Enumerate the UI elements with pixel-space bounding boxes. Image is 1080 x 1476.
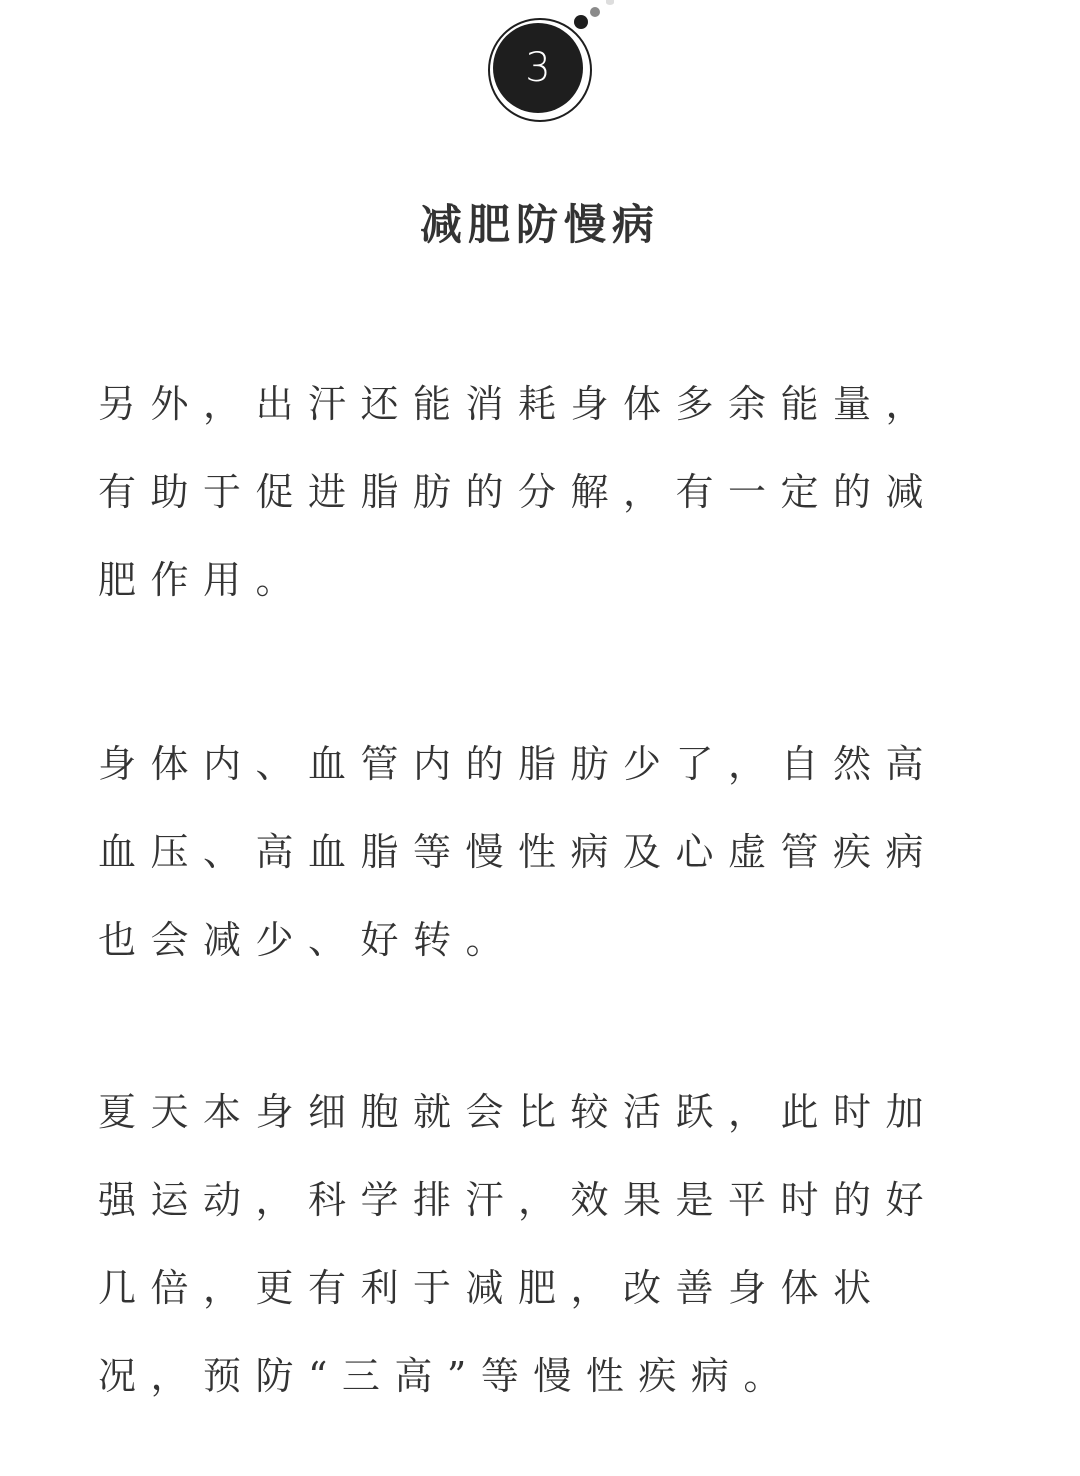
paragraph-2 [98, 720, 988, 984]
badge-circle [488, 18, 592, 122]
paragraph-line: 况，预防“三高”等慢性疾病。 [98, 1354, 796, 1398]
decorative-dot-icon [606, 0, 614, 5]
paragraph-line: 血压、高血脂等慢性病及心虚管疾病 [98, 830, 939, 874]
paragraph-line: 身体内、血管内的脂肪少了，自然高 [98, 742, 939, 786]
section-title: 减肥防慢病 [419, 200, 660, 249]
paragraph-line: 强运动，科学排汗，效果是平时的好 [98, 1178, 939, 1222]
paragraph-3 [98, 1068, 988, 1420]
badge-number: 3 [493, 23, 583, 113]
paragraph-line: 也会减少、好转。 [98, 918, 519, 962]
paragraph-line: 肥作用。 [98, 558, 309, 602]
paragraph-line: 夏天本身细胞就会比较活跃，此时加 [98, 1090, 939, 1134]
paragraph-line: 几倍，更有利于减肥，改善身体状 [98, 1266, 886, 1310]
paragraph-1 [98, 360, 988, 624]
decorative-dot-icon [574, 15, 588, 29]
decorative-dot-icon [590, 7, 600, 17]
paragraph-line: 另外，出汗还能消耗身体多余能量， [98, 382, 939, 426]
paragraph-line: 有助于促进脂肪的分解，有一定的减 [98, 470, 939, 514]
